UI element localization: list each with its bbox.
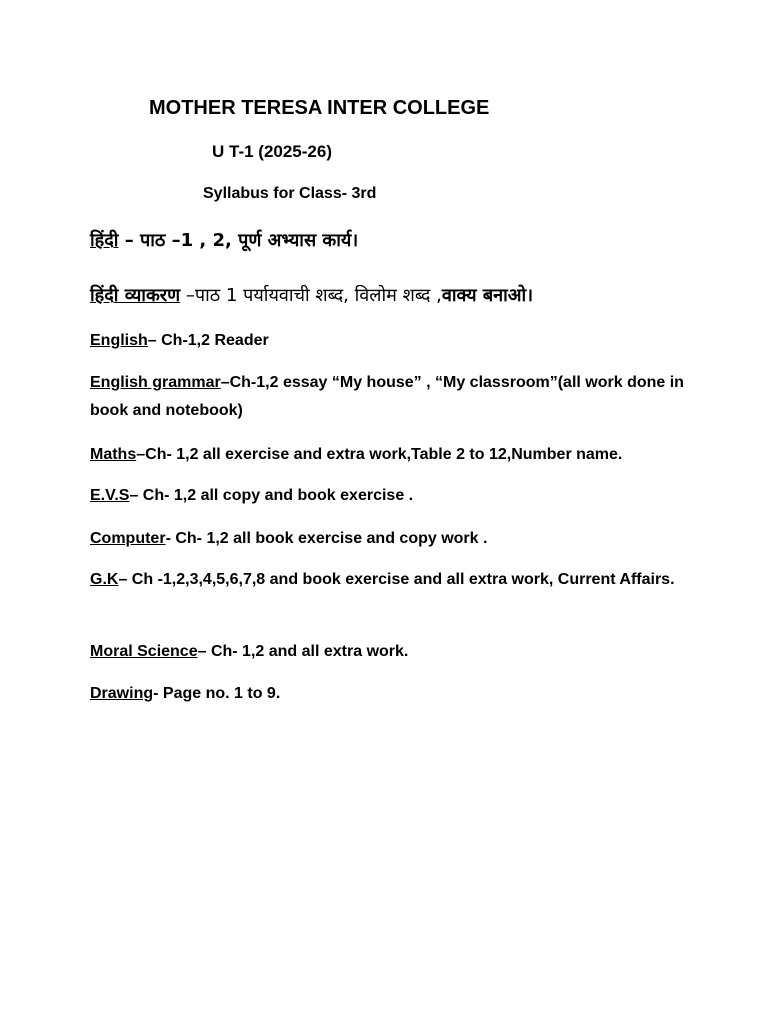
syllabus-line-moral-science <box>90 642 408 662</box>
detail-gk: – Ch -1,2,3,4,5,6,7,8 and book exercise and all extra work, Current Affairs. <box>118 571 675 588</box>
syllabus-line-hindi-grammar <box>90 284 533 308</box>
test-name: U T-1 (2025-26) <box>212 142 332 161</box>
detail-english: – Ch-1,2 Reader <box>147 332 269 349</box>
detail-maths: –Ch- 1,2 all exercise and extra work,Table 2 to 12,Number name. <box>136 446 623 463</box>
subject-english: English <box>90 332 148 349</box>
detail-moral-science: – Ch- 1,2 and all extra work. <box>197 643 409 660</box>
detail-drawing: - Page no. 1 to 9. <box>153 685 281 702</box>
subject-maths: Maths <box>90 446 137 463</box>
syllabus-line-hindi <box>90 229 358 253</box>
subject-hindi-grammar: हिंदी व्याकरण <box>90 285 181 306</box>
subject-hindi: हिंदी <box>90 230 119 251</box>
detail-hindi-grammar: –पाठ 1 पर्यायवाची शब्द, विलोम शब्द , <box>180 285 442 306</box>
detail-hindi-grammar-bold: वाक्य बनाओ। <box>441 285 534 306</box>
syllabus-line-english-grammar <box>90 369 690 425</box>
syllabus-line-evs <box>90 486 413 506</box>
subject-english-grammar: English grammar <box>90 374 221 391</box>
subject-evs: E.V.S <box>90 487 130 504</box>
school-name: MOTHER TERESA INTER COLLEGE <box>149 97 490 119</box>
subject-computer: Computer <box>90 530 166 547</box>
subject-moral-science: Moral Science <box>90 643 198 660</box>
subject-gk: G.K <box>90 571 119 588</box>
detail-computer: - Ch- 1,2 all book exercise and copy work . <box>165 530 488 547</box>
syllabus-line-drawing <box>90 684 280 704</box>
syllabus-line-maths <box>90 445 622 465</box>
syllabus-line-gk <box>90 566 690 594</box>
syllabus-title: Syllabus for Class- 3rd <box>203 185 377 202</box>
detail-english-grammar: –Ch-1,2 essay “My house” , “My classroom”(all work done in book and notebook) <box>90 374 684 419</box>
syllabus-line-english <box>90 331 269 351</box>
detail-evs: – Ch- 1,2 all copy and book exercise . <box>129 487 414 504</box>
subject-drawing: Drawing <box>90 685 154 702</box>
syllabus-line-computer <box>90 529 487 549</box>
detail-hindi: – पाठ –1 , 2, पूर्ण अभ्यास कार्य। <box>118 230 359 251</box>
